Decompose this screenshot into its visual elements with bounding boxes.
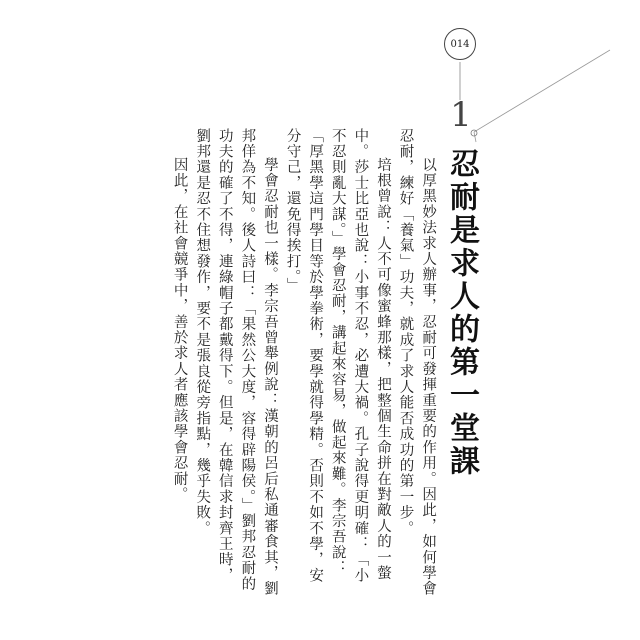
paragraph: 以厚黑妙法求人辦事，忍耐可發揮重要的作用。因此，如何學會忍耐，練好「養氣」功夫，就成了求人能否成功的第一步。 <box>397 128 437 597</box>
chapter-title: 忍耐是求人的第一堂課 <box>444 148 479 478</box>
paragraph: 學會忍耐也一樣。李宗吾曾舉例說：漢朝的呂后私通審食其，劉邦佯為不知。後人詩曰：「果然公大度，容得辟陽侯。」劉邦忍耐的功夫的確了不得，連綠帽子都戴得下。但是，在韓信求封齊王時，劉邦還是忍不住想發作，要不是張良從旁指點，幾乎失敗。 <box>194 128 278 597</box>
page-number-text: 014 <box>450 38 470 50</box>
paragraph: 因此，在社會競爭中，善於求人者應該學會忍耐。 <box>171 157 188 503</box>
page-number <box>444 28 476 60</box>
body-text <box>168 128 439 598</box>
chapter-number: 1 <box>450 95 472 135</box>
paragraph: 培根曾說：人不可像蜜蜂那樣，把整個生命拼在對敵人的一螫中。莎士比亞也說：小事不忍，必遭大禍。孔子說得更明確：「小不忍則亂大謀。」學會忍耐，講起來容易，做起來難。李宗吾說：「厚黑學這門學目等於學拳術，要學就得學精。否則不如不學，安分守己，還免得挨打。」 <box>284 128 391 584</box>
